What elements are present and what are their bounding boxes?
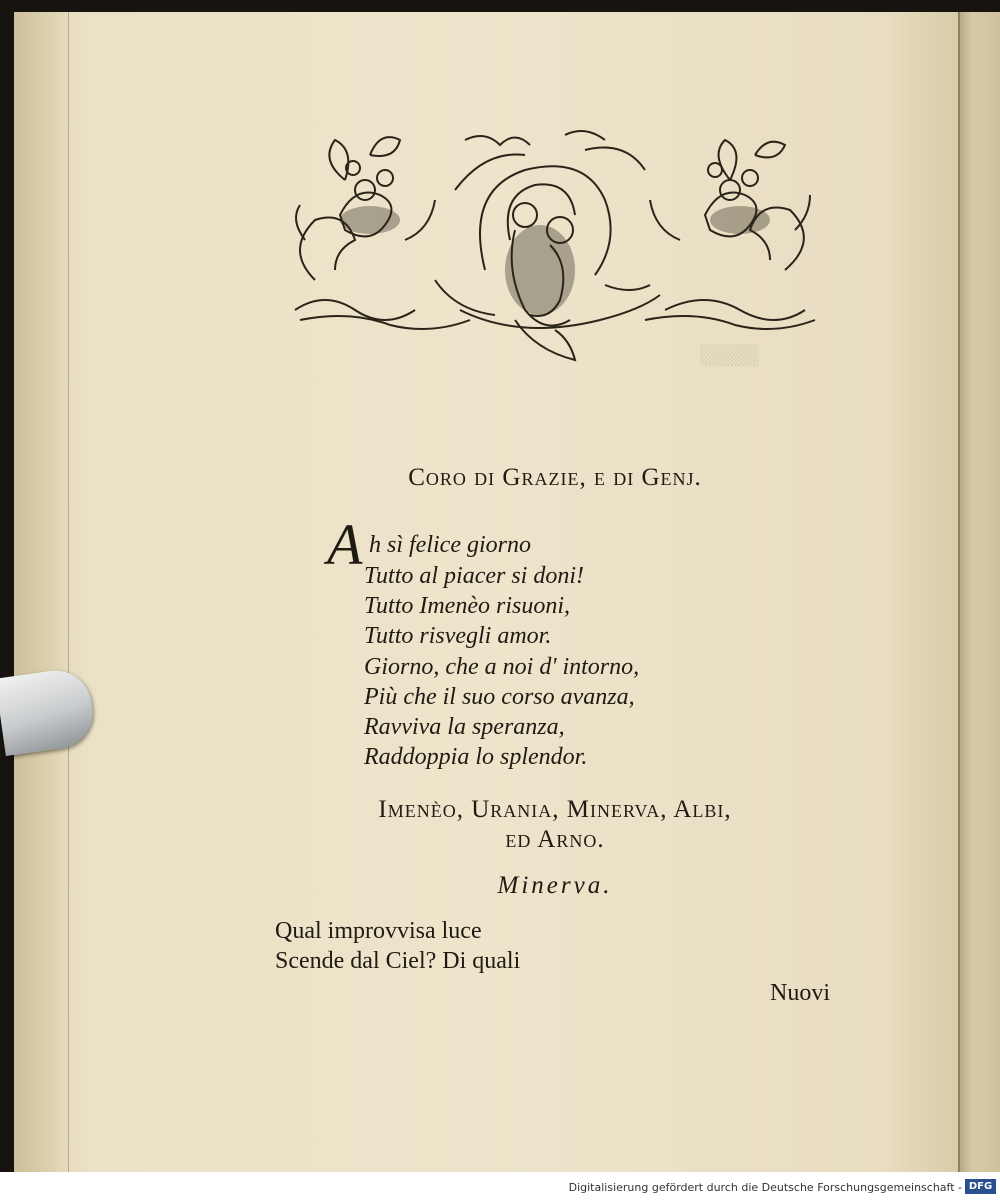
verse-line: Tutto Imenèo risuoni, [364,593,571,619]
decorative-initial: A [327,512,363,577]
verse-line: Più che il suo corso avanza, [364,684,635,710]
verse-line: Ravviva la speranza, [364,714,565,740]
characters-heading-line1: Imenèo, Urania, Minerva, Albi, [378,796,732,823]
page-gutter [14,12,69,1172]
bleed-through: ▒▒▒▒ [700,345,759,367]
adjacent-page-edge [958,12,1000,1172]
verse-line: h sì felice giorno [369,532,531,558]
dfg-logo: DFG [965,1179,996,1194]
digitization-credit: Digitalisierung gefördert durch die Deutsche Forschungsgemeinschaft - [568,1181,962,1194]
ornamental-headpiece [285,120,825,365]
chorus-heading: Coro di Grazie, e di Genj. [408,464,702,491]
characters-heading-line2: ed Arno. [505,826,605,853]
verse-line: Raddoppia lo splendor. [364,744,588,770]
footer-bar [0,1172,1000,1202]
speech-line: Scende dal Ciel? Di quali [275,948,521,974]
catchword: Nuovi [770,980,830,1006]
speaker-name: Minerva. [497,872,613,899]
verse-line: Tutto al piacer si doni! [364,563,585,589]
verse-line: Giorno, che a noi d' intorno, [364,654,640,680]
verse-line: Tutto risvegli amor. [364,623,552,649]
speech-line: Qual improvvisa luce [275,918,482,944]
